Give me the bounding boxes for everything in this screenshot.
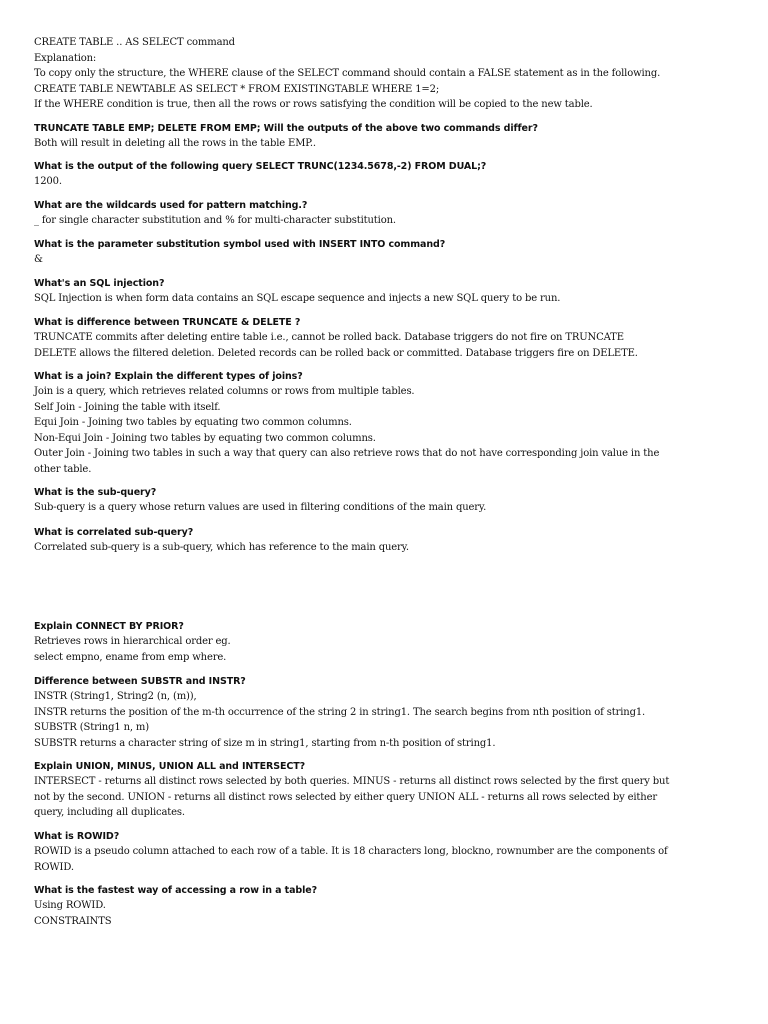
qa-block — [34, 526, 734, 556]
answer — [34, 213, 734, 229]
qa-block — [34, 884, 734, 929]
answer — [34, 136, 734, 152]
answer — [34, 330, 734, 361]
answer-line: SQL Injection is when form data contains an SQL escape sequence and injects a new SQL query to be run. — [34, 293, 561, 304]
question: What is the parameter substitution symbol used with INSERT INTO command? — [34, 239, 446, 250]
answer-line: _ for single character substitution and % for multi-character substitution. — [34, 215, 396, 226]
answer — [34, 844, 734, 875]
answer-line: ROWID is a pseudo column attached to each row of a table. It is 18 characters long, blockno, rownumber are the components of — [34, 846, 668, 857]
answer — [34, 540, 734, 556]
answer-line: Sub-query is a query whose return values are used in filtering conditions of the main query. — [34, 502, 487, 513]
question: What is the output of the following query SELECT TRUNC(1234.5678,-2) FROM DUAL;? — [34, 161, 487, 172]
answer — [34, 384, 734, 477]
qa-block — [34, 160, 734, 190]
answer-line: CONSTRAINTS — [34, 915, 112, 927]
answer — [34, 634, 734, 665]
qa-block — [34, 238, 734, 268]
intro-line: Explanation: — [34, 52, 97, 64]
intro-line: CREATE TABLE .. AS SELECT command — [34, 37, 235, 48]
question: What is difference between TRUNCATE & DELETE ? — [34, 317, 301, 328]
question: Explain CONNECT BY PRIOR? — [34, 621, 184, 632]
answer — [34, 174, 734, 190]
question: Difference between SUBSTR and INSTR? — [34, 676, 246, 687]
answer-line: Join is a query, which retrieves related columns or rows from multiple tables. — [34, 386, 415, 397]
question: What are the wildcards used for pattern matching.? — [34, 200, 308, 211]
answer-line: Using ROWID. — [34, 900, 106, 911]
answer-line: Outer Join - Joining two tables in such a way that query can also retrieve rows that do not have corresponding join value in the — [34, 448, 660, 459]
question: TRUNCATE TABLE EMP; DELETE FROM EMP; Will the outputs of the above two commands differ? — [34, 123, 538, 134]
answer-line: 1200. — [34, 176, 62, 187]
intro-line: If the WHERE condition is true, then all the rows or rows satisfying the condition will be copied to the new table. — [34, 99, 593, 110]
answer-line: Both will result in deleting all the rows in the table EMP.. — [34, 138, 316, 149]
answer-line: ROWID. — [34, 861, 74, 873]
qa-block — [34, 370, 734, 477]
answer-line: not by the second. UNION - returns all distinct rows selected by either query UNION ALL - returns all rows selected by either — [34, 791, 657, 803]
answer-line: select empno, ename from emp where. — [34, 651, 227, 663]
answer-line: query, including all duplicates. — [34, 807, 185, 818]
answer-line: DELETE allows the filtered deletion. Deleted records can be rolled back or committed. Database triggers fire on DELETE. — [34, 347, 638, 359]
answer-line: Correlated sub-query is a sub-query, which has reference to the main query. — [34, 542, 409, 553]
answer-line: INSTR (String1, String2 (n, (m)), — [34, 691, 197, 702]
answer-line: TRUNCATE commits after deleting entire table i.e., cannot be rolled back. Database triggers do not fire on TRUNCATE — [34, 332, 624, 343]
qa-block — [34, 122, 734, 152]
answer-line: INSTR returns the position of the m-th occurrence of the string 2 in string1. The search begins from nth position of string1. — [34, 706, 646, 718]
question: Explain UNION, MINUS, UNION ALL and INTERSECT? — [34, 761, 306, 772]
answer — [34, 898, 734, 929]
answer-line: other table. — [34, 463, 92, 475]
question: What is a join? Explain the different types of joins? — [34, 371, 303, 382]
answer — [34, 689, 734, 751]
qa-block — [34, 620, 734, 665]
qa-block — [34, 277, 734, 307]
question: What is the fastest way of accessing a row in a table? — [34, 885, 317, 896]
answer-line: & — [34, 254, 43, 265]
question: What is ROWID? — [34, 831, 120, 842]
answer-line: INTERSECT - returns all distinct rows selected by both queries. MINUS - returns all distinct rows selected by the first query but — [34, 776, 670, 787]
answer-line: SUBSTR returns a character string of size m in string1, starting from n-th position of string1. — [34, 737, 496, 749]
qa-block — [34, 830, 734, 875]
answer-line: Non-Equi Join - Joining two tables by equating two common columns. — [34, 432, 376, 444]
answer-line: SUBSTR (String1 n, m) — [34, 722, 150, 733]
answer — [34, 774, 734, 821]
answer — [34, 252, 734, 268]
qa-block — [34, 199, 734, 229]
intro-line: To copy only the structure, the WHERE clause of the SELECT command should contain a FALSE statement as in the following. — [34, 68, 661, 79]
intro-block — [34, 35, 734, 113]
qa-block — [34, 316, 734, 361]
qa-block — [34, 486, 734, 516]
answer-line: Equi Join - Joining two tables by equating two common columns. — [34, 417, 352, 428]
question: What is correlated sub-query? — [34, 527, 194, 538]
answer — [34, 500, 734, 516]
qa-block — [34, 760, 734, 821]
question: What's an SQL injection? — [34, 278, 165, 289]
answer-line: Retrieves rows in hierarchical order eg. — [34, 636, 231, 647]
qa-block — [34, 675, 734, 751]
answer — [34, 291, 734, 307]
question: What is the sub-query? — [34, 487, 157, 498]
intro-line: CREATE TABLE NEWTABLE AS SELECT * FROM EXISTINGTABLE WHERE 1=2; — [34, 83, 440, 95]
answer-line: Self Join - Joining the table with itself. — [34, 401, 221, 413]
